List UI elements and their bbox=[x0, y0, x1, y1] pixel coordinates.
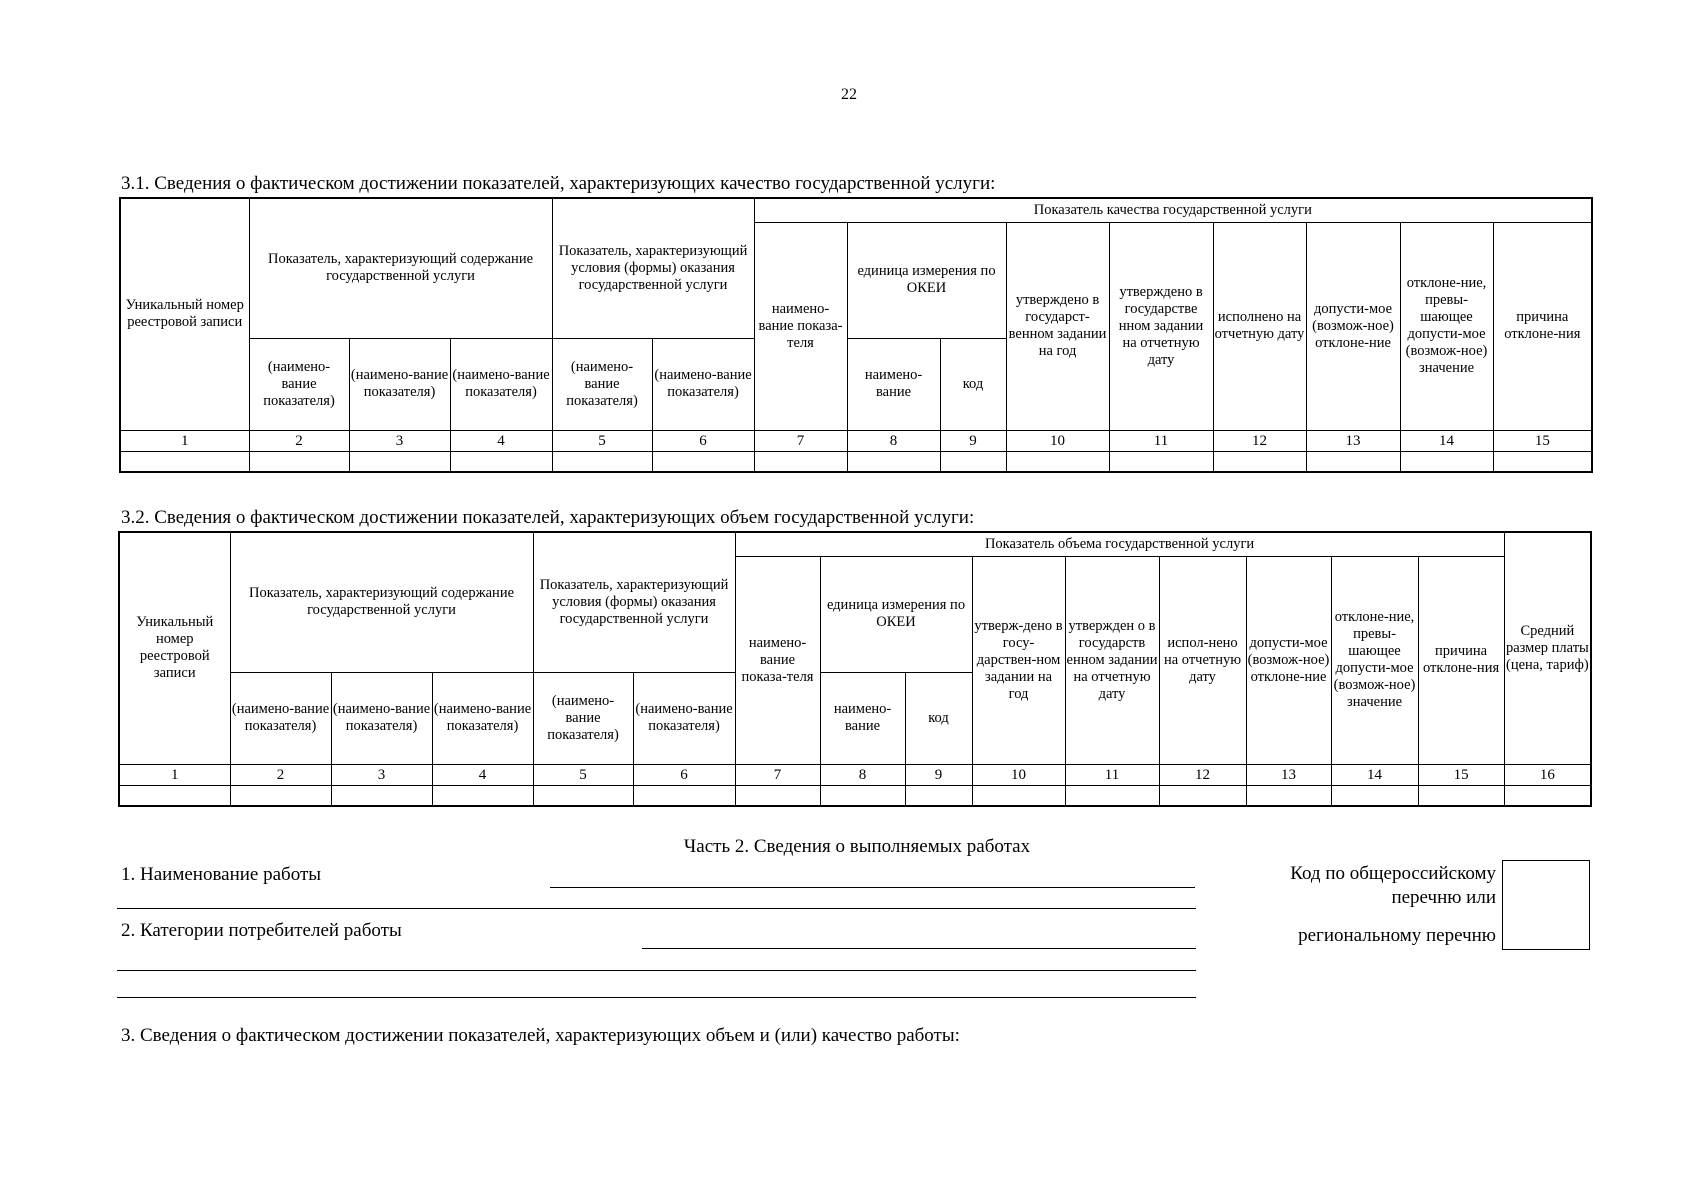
header-unique-number: Уникальный номер реестровой записи bbox=[120, 198, 249, 430]
table-cell[interactable] bbox=[754, 451, 847, 472]
header-exceeding-deviation: отклоне-ние, превы-шающее допусти-мое (возмож-ное) значение bbox=[1400, 222, 1493, 430]
table-cell[interactable] bbox=[533, 785, 633, 806]
section-3-2-title: 3.2. Сведения о фактическом достижении показателей, характеризующих объем государственной услуги: bbox=[121, 507, 975, 528]
table-cell[interactable] bbox=[847, 451, 940, 472]
header-quality-group: Показатель качества государственной услуги bbox=[754, 198, 1592, 222]
column-number: 11 bbox=[1109, 430, 1213, 451]
table-cell[interactable] bbox=[249, 451, 349, 472]
volume-indicators-table bbox=[118, 531, 1592, 807]
column-number: 3 bbox=[331, 764, 432, 785]
part2-title bbox=[0, 836, 1698, 858]
code-label-line-2: перечню или bbox=[1391, 887, 1496, 908]
header-indicator-name: наимено-вание показа-теля bbox=[735, 556, 820, 764]
section-3-1-title: 3.1. Сведения о фактическом достижении показателей, характеризующих качество государственной услуги: bbox=[121, 173, 996, 194]
table-cell[interactable] bbox=[905, 785, 972, 806]
header-deviation-reason: причина отклоне-ния bbox=[1493, 222, 1592, 430]
column-number: 10 bbox=[1006, 430, 1109, 451]
header-unit-code: код bbox=[940, 338, 1006, 430]
table-row bbox=[120, 451, 1592, 472]
column-number: 15 bbox=[1493, 430, 1592, 451]
header-sub-indicator: (наимено-вание показателя) bbox=[432, 672, 533, 764]
header-exceeding-deviation: отклоне-ние, превы-шающее допусти-мое (возмож-ное) значение bbox=[1331, 556, 1418, 764]
section-3-work-title: 3. Сведения о фактическом достижении показателей, характеризующих объем и (или) качество работы: bbox=[121, 1025, 960, 1046]
column-number: 8 bbox=[847, 430, 940, 451]
column-number: 8 bbox=[820, 764, 905, 785]
header-volume-group: Показатель объема государственной услуги bbox=[735, 532, 1504, 556]
table-cell[interactable] bbox=[552, 451, 652, 472]
column-number: 7 bbox=[735, 764, 820, 785]
table-cell[interactable] bbox=[633, 785, 735, 806]
header-conditions-indicator: Показатель, характеризующий условия (формы) оказания государственной услуги bbox=[533, 532, 735, 672]
column-number: 12 bbox=[1213, 430, 1306, 451]
header-sub-indicator: (наимено-вание показателя) bbox=[652, 338, 754, 430]
column-number: 9 bbox=[905, 764, 972, 785]
column-number: 5 bbox=[533, 764, 633, 785]
table-cell[interactable] bbox=[1306, 451, 1400, 472]
table-cell[interactable] bbox=[1331, 785, 1418, 806]
code-label-line-1: Код по общероссийскому bbox=[1290, 863, 1496, 884]
consumers-line-3[interactable] bbox=[117, 997, 1196, 998]
column-number: 12 bbox=[1159, 764, 1246, 785]
header-sub-indicator: (наимено-вание показателя) bbox=[331, 672, 432, 764]
column-number: 1 bbox=[119, 764, 230, 785]
table-cell[interactable] bbox=[120, 451, 249, 472]
header-approved-year: утверждено в государст-венном задании на год bbox=[1006, 222, 1109, 430]
table-cell[interactable] bbox=[1065, 785, 1159, 806]
table-cell[interactable] bbox=[1006, 451, 1109, 472]
header-unique-number: Уникальный номер реестровой записи bbox=[119, 532, 230, 764]
header-content-indicator: Показатель, характеризующий содержание государственной услуги bbox=[249, 198, 552, 338]
table-cell[interactable] bbox=[1504, 785, 1591, 806]
page-number: 22 bbox=[841, 86, 857, 103]
header-unit-code: код bbox=[905, 672, 972, 764]
header-done: испол-нено на отчетную дату bbox=[1159, 556, 1246, 764]
column-number: 16 bbox=[1504, 764, 1591, 785]
column-number: 14 bbox=[1400, 430, 1493, 451]
header-conditions-indicator: Показатель, характеризующий условия (формы) оказания государственной услуги bbox=[552, 198, 754, 338]
consumers-label: 2. Категории потребителей работы bbox=[121, 920, 402, 941]
table-cell[interactable] bbox=[119, 785, 230, 806]
work-name-line-2[interactable] bbox=[117, 908, 1196, 909]
table-cell[interactable] bbox=[432, 785, 533, 806]
column-number: 15 bbox=[1418, 764, 1504, 785]
table-cell[interactable] bbox=[820, 785, 905, 806]
consumers-line-2[interactable] bbox=[117, 970, 1196, 971]
column-number: 11 bbox=[1065, 764, 1159, 785]
column-number: 14 bbox=[1331, 764, 1418, 785]
column-number: 4 bbox=[432, 764, 533, 785]
table-cell[interactable] bbox=[735, 785, 820, 806]
table-cell[interactable] bbox=[230, 785, 331, 806]
header-indicator-name: наимено-вание показа-теля bbox=[754, 222, 847, 430]
work-name-line[interactable] bbox=[550, 887, 1195, 888]
part2-title-text: Часть 2. Сведения о выполняемых работах bbox=[683, 836, 1031, 857]
header-allowed-deviation: допусти-мое (возмож-ное) отклоне-ние bbox=[1246, 556, 1331, 764]
header-content-indicator: Показатель, характеризующий содержание государственной услуги bbox=[230, 532, 533, 672]
table-cell[interactable] bbox=[972, 785, 1065, 806]
header-average-fee: Средний размер платы (цена, тариф) bbox=[1504, 532, 1591, 764]
table-cell[interactable] bbox=[450, 451, 552, 472]
header-sub-indicator: (наимено-вание показателя) bbox=[349, 338, 450, 430]
header-approved-date: утвержден о в государств енном задании на отчетную дату bbox=[1065, 556, 1159, 764]
header-sub-indicator: (наимено-вание показателя) bbox=[533, 672, 633, 764]
header-allowed-deviation: допусти-мое (возмож-ное) отклоне-ние bbox=[1306, 222, 1400, 430]
header-sub-indicator: (наимено-вание показателя) bbox=[552, 338, 652, 430]
header-approved-year: утверж-дено в госу-дарствен-ном задании на год bbox=[972, 556, 1065, 764]
header-sub-indicator: (наимено-вание показателя) bbox=[249, 338, 349, 430]
column-number: 10 bbox=[972, 764, 1065, 785]
table-cell[interactable] bbox=[1493, 451, 1592, 472]
table-cell[interactable] bbox=[1418, 785, 1504, 806]
table-cell[interactable] bbox=[331, 785, 432, 806]
column-number: 9 bbox=[940, 430, 1006, 451]
column-number: 13 bbox=[1246, 764, 1331, 785]
column-number: 3 bbox=[349, 430, 450, 451]
table-cell[interactable] bbox=[1400, 451, 1493, 472]
work-name-label: 1. Наименование работы bbox=[121, 864, 322, 885]
table-cell[interactable] bbox=[1246, 785, 1331, 806]
table-cell[interactable] bbox=[349, 451, 450, 472]
quality-indicators-table bbox=[119, 197, 1593, 473]
code-box[interactable] bbox=[1502, 860, 1590, 950]
header-done: исполнено на отчетную дату bbox=[1213, 222, 1306, 430]
consumers-line[interactable] bbox=[642, 948, 1196, 949]
column-number: 6 bbox=[652, 430, 754, 451]
header-unit-okei: единица измерения по ОКЕИ bbox=[847, 222, 1006, 338]
table-cell[interactable] bbox=[940, 451, 1006, 472]
header-sub-indicator: (наимено-вание показателя) bbox=[230, 672, 331, 764]
column-number: 13 bbox=[1306, 430, 1400, 451]
header-sub-indicator: (наимено-вание показателя) bbox=[450, 338, 552, 430]
column-number: 7 bbox=[754, 430, 847, 451]
table-row bbox=[119, 785, 1591, 806]
column-number: 2 bbox=[249, 430, 349, 451]
header-unit-name: наимено-вание bbox=[820, 672, 905, 764]
header-approved-date: утверждено в государстве нном задании на отчетную дату bbox=[1109, 222, 1213, 430]
table-cell[interactable] bbox=[1213, 451, 1306, 472]
column-number: 2 bbox=[230, 764, 331, 785]
code-label bbox=[1230, 862, 1496, 948]
header-unit-okei: единица измерения по ОКЕИ bbox=[820, 556, 972, 672]
table-cell[interactable] bbox=[1159, 785, 1246, 806]
header-sub-indicator: (наимено-вание показателя) bbox=[633, 672, 735, 764]
code-label-line-3: региональному перечню bbox=[1298, 925, 1496, 946]
header-deviation-reason: причина отклоне-ния bbox=[1418, 556, 1504, 764]
column-number: 4 bbox=[450, 430, 552, 451]
column-number: 5 bbox=[552, 430, 652, 451]
table-cell[interactable] bbox=[652, 451, 754, 472]
column-number: 1 bbox=[120, 430, 249, 451]
header-unit-name: наимено-вание bbox=[847, 338, 940, 430]
column-number: 6 bbox=[633, 764, 735, 785]
table-cell[interactable] bbox=[1109, 451, 1213, 472]
